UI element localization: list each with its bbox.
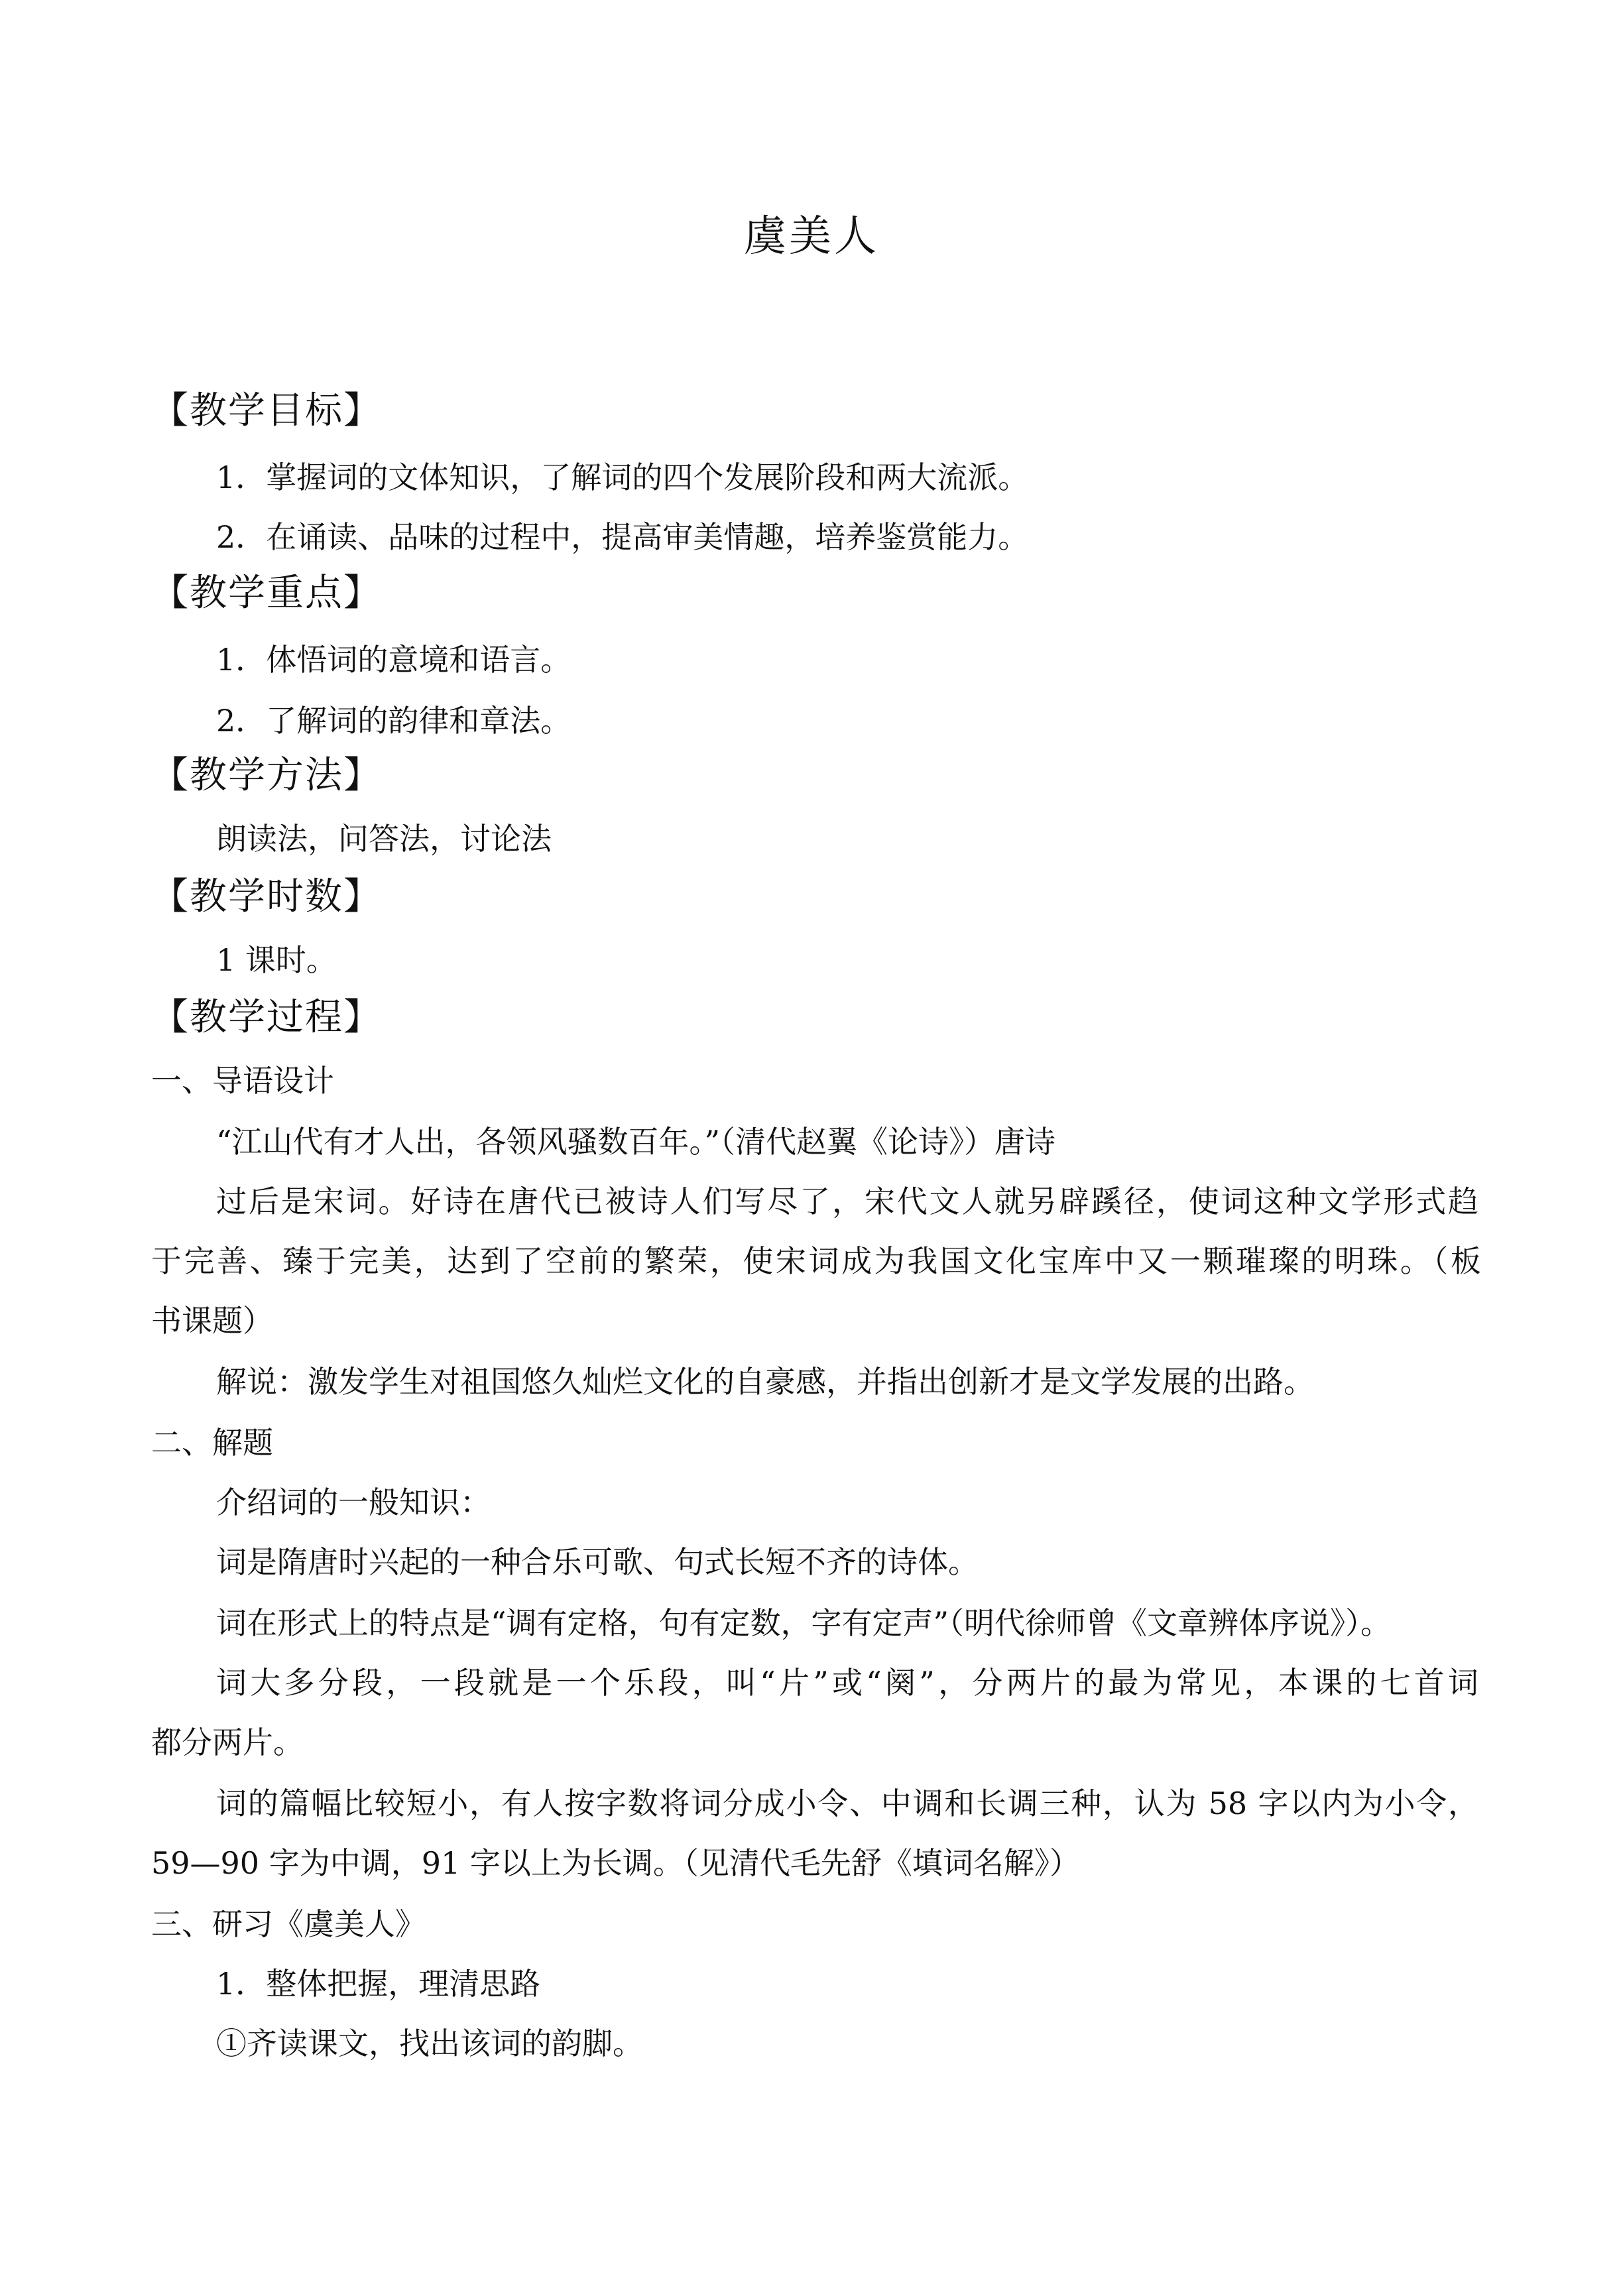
- section-1-paragraph-1: “江山代有才人出，各领风骚数百年。”（清代赵翼《论诗》）唐诗: [216, 1124, 1056, 1160]
- section-2-title: 二、解题: [151, 1425, 273, 1461]
- key-point-1: 1．体悟词的意境和语言。: [216, 642, 571, 678]
- section-2-paragraph-2: 词是隋唐时兴起的一种合乐可歌、句式长短不齐的诗体。: [216, 1544, 979, 1580]
- section-2-paragraph-5-line-1: 词的篇幅比较短小，有人按字数将词分成小令、中调和长调三种，认为 58 字以内为小令，: [216, 1785, 1478, 1821]
- goal-item-1: 1．掌握词的文体知识，了解词的四个发展阶段和两大流派。: [216, 459, 1029, 495]
- heading-teaching-hours: 【教学时数】: [151, 875, 382, 918]
- section-3-title: 三、研习《虞美人》: [151, 1906, 426, 1942]
- key-point-2: 2．了解词的韵律和章法。: [216, 703, 571, 739]
- methods-text: 朗读法，问答法，讨论法: [216, 821, 552, 857]
- section-1-title: 一、导语设计: [151, 1063, 334, 1099]
- section-1-paragraph-3: 解说：激发学生对祖国悠久灿烂文化的自豪感，并指出创新才是文学发展的出路。: [216, 1364, 1314, 1400]
- goal-item-2: 2．在诵读、品味的过程中，提高审美情趣，培养鉴赏能力。: [216, 519, 1029, 555]
- section-2-paragraph-5-line-2: 59—90 字为中调，91 字以上为长调。（见清代毛先舒《填词名解》）: [151, 1845, 1080, 1881]
- hours-text: 1 课时。: [216, 942, 337, 978]
- section-3-item-1-step-a: ①齐读课文，找出该词的韵脚。: [216, 2025, 643, 2061]
- heading-teaching-key-points: 【教学重点】: [151, 572, 382, 615]
- heading-teaching-methods: 【教学方法】: [151, 754, 382, 797]
- section-2-paragraph-3: 词在形式上的特点是“调有定格，句有定数，字有定声”（明代徐师曾《文章辨体序说》）。: [216, 1605, 1392, 1641]
- section-1-paragraph-2-line-1: 过后是宋词。好诗在唐代已被诗人们写尽了，宋代文人就另辟蹊径，使词这种文学形式趋: [216, 1183, 1478, 1219]
- section-2-paragraph-1: 介绍词的一般知识：: [216, 1484, 491, 1520]
- page-title: 虞美人: [744, 212, 879, 261]
- heading-teaching-process: 【教学过程】: [151, 996, 382, 1039]
- heading-teaching-goals: 【教学目标】: [151, 389, 382, 432]
- section-3-item-1: 1．整体把握，理清思路: [216, 1966, 541, 2002]
- section-1-paragraph-2-line-3: 书课题）: [151, 1303, 273, 1339]
- section-1-paragraph-2-line-2: 于完善、臻于完美，达到了空前的繁荣，使宋词成为我国文化宝库中又一颗璀璨的明珠。（板: [151, 1243, 1481, 1279]
- section-2-paragraph-4-line-1: 词大多分段，一段就是一个乐段，叫“片”或“阕”，分两片的最为常见，本课的七首词: [216, 1665, 1478, 1701]
- section-2-paragraph-4-line-2: 都分两片。: [151, 1724, 304, 1760]
